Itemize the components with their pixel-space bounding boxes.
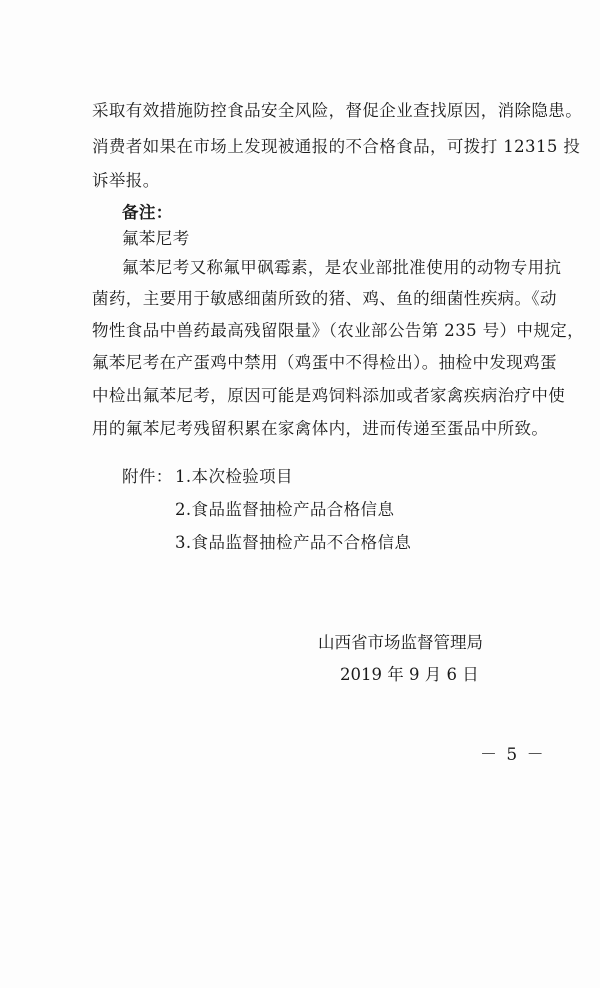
attachment-item: 1.本次检验项目: [175, 467, 293, 486]
page-number: － 5 －: [480, 745, 546, 765]
note-line: 氟苯尼考在产蛋鸡中禁用（鸡蛋中不得检出）。抽检中发现鸡蛋: [92, 353, 557, 372]
note-line: 物性食品中兽药最高残留限量》（农业部公告第 235 号）中规定，: [92, 321, 585, 340]
note-line: 菌药，主要用于敏感细菌所致的猪、鸡、鱼的细菌性疾病。《动: [92, 289, 557, 308]
note-heading: 备注：: [122, 203, 173, 222]
note-line: 氟苯尼考又称氟甲砜霉素，是农业部批准使用的动物专用抗: [122, 258, 562, 277]
signature-date: 2019 年 9 月 6 日: [340, 665, 479, 684]
note-line: 用的氟苯尼考残留积累在家禽体内，进而传递至蛋品中所致。: [92, 419, 549, 438]
note-subject: 氟苯尼考: [122, 229, 190, 248]
attachment-item: 3.食品监督抽检产品不合格信息: [175, 533, 412, 552]
body-paragraph-1: 采取有效措施防控食品安全风险，督促企业查找原因，消除隐患。: [92, 101, 583, 120]
signature-organization: 山西省市场监督管理局: [318, 633, 483, 652]
attachment-item: 2.食品监督抽检产品合格信息: [175, 500, 395, 519]
body-paragraph-2-line-1: 消费者如果在市场上发现被通报的不合格食品，可拨打 12315 投: [92, 137, 581, 156]
body-paragraph-2-line-2: 诉举报。: [92, 171, 160, 190]
attachments-label: 附件：: [122, 467, 173, 486]
note-line: 中检出氟苯尼考，原因可能是鸡饲料添加或者家禽疾病治疗中使: [92, 386, 566, 405]
